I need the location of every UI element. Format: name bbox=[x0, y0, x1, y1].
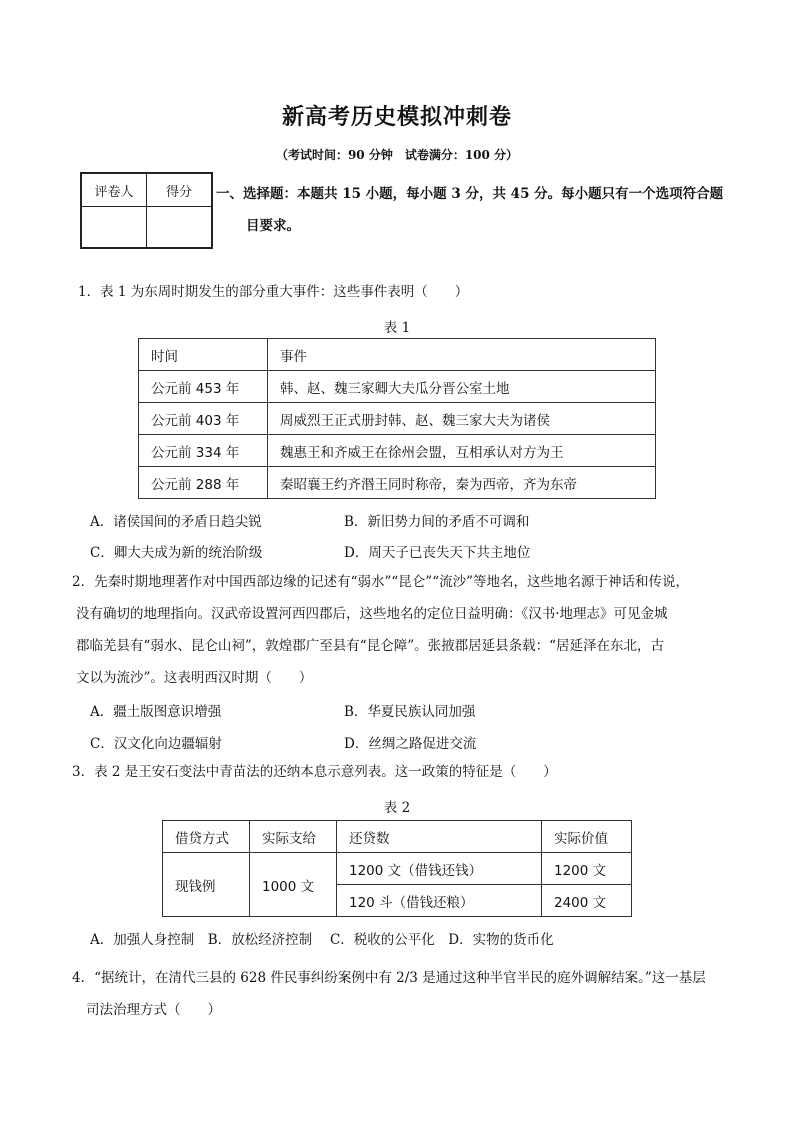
score-cell bbox=[147, 207, 213, 249]
table-cell: 公元前 288 年 bbox=[139, 467, 268, 499]
table-cell: 1200 文（借钱还钱） bbox=[337, 853, 542, 885]
q2-option-a: A．疆土版图意识增强 bbox=[90, 704, 222, 720]
table-cell: 魏惠王和齐威王在徐州会盟，互相承认对方为王 bbox=[268, 435, 656, 467]
table-row bbox=[163, 853, 632, 885]
table-header-cell: 事件 bbox=[268, 339, 656, 371]
grader-label: 评卷人 bbox=[81, 173, 147, 207]
q2-line-1: 2．先秦时期地理著作对中国西部边缘的记述有“弱水”“昆仑”“流沙”等地名，这些地名源于神话和传说， bbox=[72, 574, 689, 590]
question-4-stem bbox=[72, 962, 744, 1026]
table-1-caption: 表 1 bbox=[383, 320, 411, 336]
table-cell: 公元前 334 年 bbox=[139, 435, 268, 467]
exam-info: （考试时间：90 分钟 试卷满分：100 分） bbox=[275, 148, 519, 162]
table-row bbox=[139, 467, 656, 499]
table-cell: 2400 文 bbox=[542, 885, 632, 917]
table-header-cell: 时间 bbox=[139, 339, 268, 371]
question-3-stem: 3．表 2 是王安石变法中青苗法的还纳本息示意列表。这一政策的特征是（ ） bbox=[72, 764, 557, 780]
q2-option-b: B．华夏民族认同加强 bbox=[344, 704, 476, 720]
table-row bbox=[139, 403, 656, 435]
q2-line-4: 文以为流沙”。这表明西汉时期（ ） bbox=[76, 670, 313, 686]
table-cell: 秦昭襄王约齐湣王同时称帝，秦为西帝，齐为东帝 bbox=[268, 467, 656, 499]
table-cell: 公元前 403 年 bbox=[139, 403, 268, 435]
table-cell: 1200 文 bbox=[542, 853, 632, 885]
question-1-stem: 1．表 1 为东周时期发生的部分重大事件：这些事件表明（ ） bbox=[78, 284, 469, 300]
grader-cell bbox=[81, 207, 147, 249]
table-2 bbox=[162, 820, 632, 917]
section-line-1: 一、选择题：本题共 15 小题，每小题 3 分，共 45 分。每小题只有一个选项符合题 bbox=[216, 186, 724, 202]
table-cell: 1000 文 bbox=[250, 853, 337, 917]
table-cell: 120 斗（借钱还粮） bbox=[337, 885, 542, 917]
q1-option-a: A．诸侯国间的矛盾日趋尖锐 bbox=[90, 514, 262, 530]
grader-score-box bbox=[80, 172, 213, 249]
section-line-2: 目要求。 bbox=[246, 218, 300, 234]
q1-option-d: D．周天子已丧失天下共主地位 bbox=[344, 545, 531, 561]
q2-option-d: D．丝绸之路促进交流 bbox=[344, 736, 477, 752]
q1-option-b: B．新旧势力间的矛盾不可调和 bbox=[344, 514, 530, 530]
table-row bbox=[139, 371, 656, 403]
table-header-cell: 实际价值 bbox=[542, 821, 632, 853]
q1-option-c: C．卿大夫成为新的统治阶级 bbox=[90, 545, 263, 561]
q2-line-3: 郡临羌县有“弱水、昆仑山祠”，敦煌郡广至县有“昆仑障”。张掖郡居延县条载：“居延泽在东北，古 bbox=[76, 638, 665, 654]
table-cell: 现钱例 bbox=[163, 853, 250, 917]
question-2-stem bbox=[72, 566, 744, 694]
q4-line-2: 司法治理方式（ ） bbox=[86, 1002, 221, 1018]
table-cell: 韩、赵、魏三家卿大夫瓜分晋公室土地 bbox=[268, 371, 656, 403]
table-1 bbox=[138, 338, 656, 499]
table-header-cell: 实际支给 bbox=[250, 821, 337, 853]
q3-options: A．加强人身控制 B．放松经济控制 C．税收的公平化 D．实物的货币化 bbox=[90, 932, 554, 948]
q4-line-1: 4．“据统计，在清代三县的 628 件民事纠纷案例中有 2/3 是通过这种半官半民的庭外调解结案。”这一基层 bbox=[72, 970, 706, 986]
table-cell: 周威烈王正式册封韩、赵、魏三家大夫为诸侯 bbox=[268, 403, 656, 435]
table-row bbox=[163, 821, 632, 853]
page-title: 新高考历史模拟冲刺卷 bbox=[281, 104, 512, 130]
table-row bbox=[139, 435, 656, 467]
table-header-cell: 还贷数 bbox=[337, 821, 542, 853]
table-row bbox=[139, 339, 656, 371]
table-2-caption: 表 2 bbox=[383, 800, 411, 816]
q2-line-2: 没有确切的地理指向。汉武帝设置河西四郡后，这些地名的定位日益明确：《汉书·地理志》可见金城 bbox=[76, 606, 668, 622]
table-cell: 公元前 453 年 bbox=[139, 371, 268, 403]
section-heading bbox=[216, 178, 756, 242]
table-header-cell: 借贷方式 bbox=[163, 821, 250, 853]
q2-option-c: C．汉文化向边疆辐射 bbox=[90, 736, 222, 752]
score-label: 得分 bbox=[147, 173, 213, 207]
